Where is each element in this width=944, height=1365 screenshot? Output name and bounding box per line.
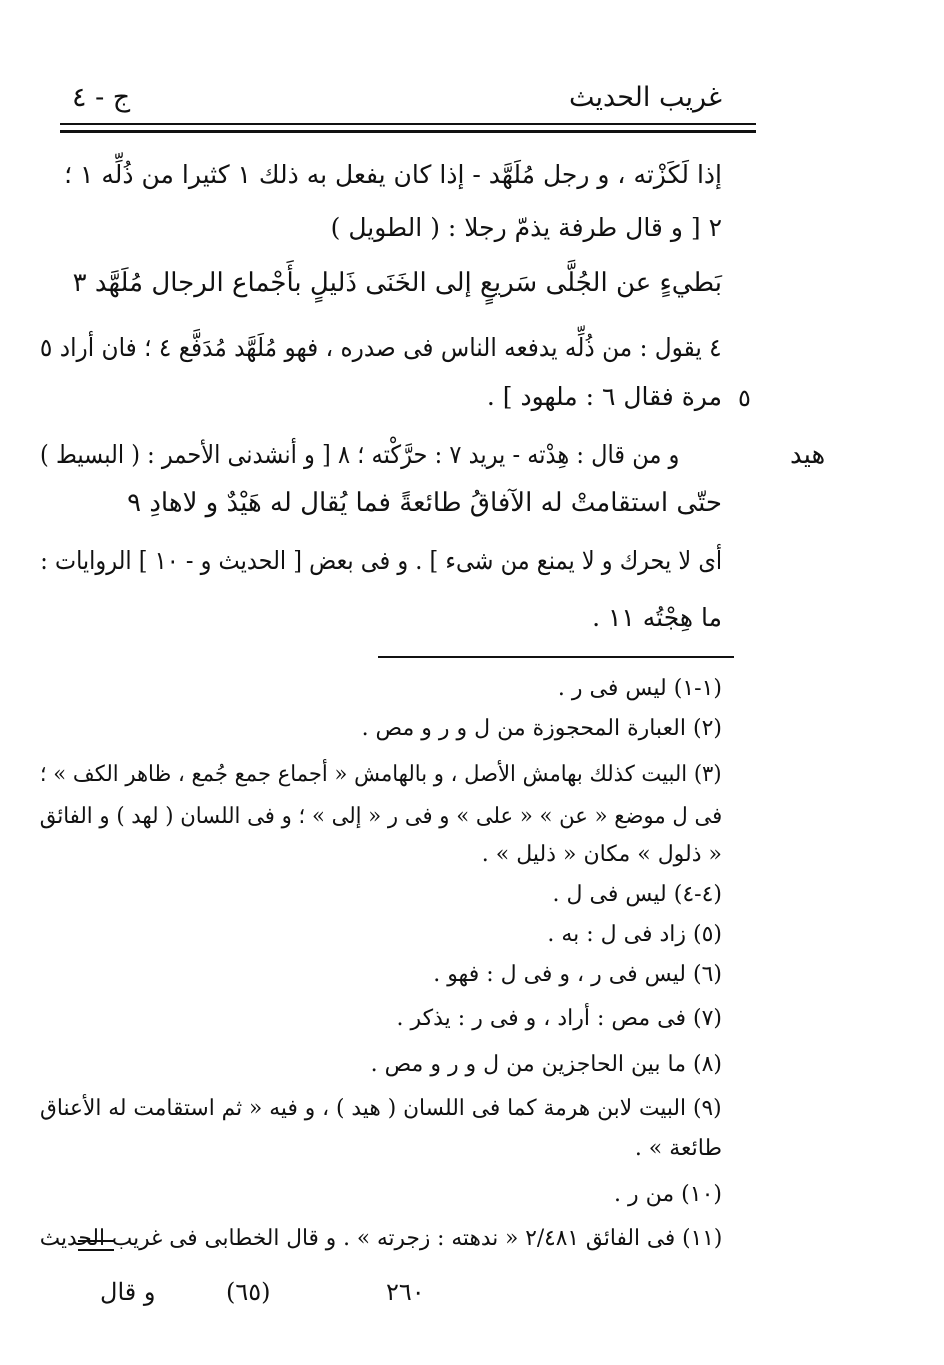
text-line-6: و من قال : هِدْته - يريد ٧ : حرَّكْته ؛ ٨ [ و أنشدنى الأحمر : ( البسيط ) [39, 440, 679, 469]
footnote-11: (١١) فى الفائق ٢/٤٨١ « ندهته : زجرته » . و قال الخطابى فى غريب الحديث [39, 1226, 722, 1251]
footnote-8: (٨) ما بين الحاجزين من ل و ر و مص . [370, 1052, 722, 1077]
footnote-1: (١-١) ليس فى ر . [557, 676, 722, 701]
footnote-5: (٥) زاد فى ل : به . [547, 922, 722, 947]
text-line-2: ٢ [ و قال طرفة يذمّ رجلا : ( الطويل ) [330, 213, 722, 242]
footnote-4: (٤-٤) ليس فى ل . [552, 882, 722, 907]
footnote-6: (٦) ليس فى ر ، و فى ل : فهو . [433, 962, 722, 987]
header-rule-thin [60, 123, 756, 125]
verse-line-2: حتّى استقامتْ له الآفاقُ طائعةً فما يُقال له هَيْدٌ و لاهادِ ٩ [127, 488, 722, 518]
footnote-9: (٩) البيت لابن هرمة كما فى اللسان ( هيد ) ، و فيه « ثم استقامت له الأعناق [40, 1096, 722, 1121]
volume-indicator: ج - ٤ [72, 82, 131, 113]
footnote-3-cont2: « ذلول » مكان « ذليل » . [481, 842, 722, 867]
footnote-9-cont: طائعة » . [634, 1136, 722, 1161]
running-title: غريب الحديث [569, 82, 722, 113]
sheet-number: (٦٥) [226, 1278, 271, 1306]
footnote-2: (٢) العبارة المحجوزة من ل و ر و مص . [361, 716, 722, 741]
page-number: ٢٦٠ [386, 1278, 425, 1306]
text-line-1: إذا لَكَزْته ، و رجل مُلَهَّد - إذا كان يفعل به ذلك ١ كثيرا من ذُلِّه ١ ؛ [64, 160, 722, 189]
header-rule-thick [60, 130, 756, 133]
text-line-5: مرة فقال ٦ : ملهود ] . [486, 382, 722, 411]
footnote-10: (١٠) من ر . [614, 1182, 722, 1207]
line-number-marker: ٥ [738, 384, 751, 412]
catchword: و قال [100, 1278, 156, 1306]
footnote-separator [378, 656, 734, 658]
text-line-9: ما هِجْتُه ١١ . [592, 603, 722, 632]
verse-line-1: بَطيءٍ عن الجُلَّى سَريعٍ إلى الخَنَى ذَليلٍ بأَجْماع الرجال مُلَهَّد ٣ [72, 268, 722, 298]
margin-keyword: هيد [790, 440, 826, 470]
footnote-7: (٧) فى مص : أراد ، و فى ر : يذكر . [396, 1006, 722, 1031]
continuation-mark [78, 1240, 114, 1251]
text-line-8: أى لا يحرك و لا يمنع من شىء ] . و فى بعض [ الحديث و - ١٠ ] الروايات : [40, 546, 723, 575]
text-line-4: ٤ يقول : من ذُلِّه يدفعه الناس فى صدره ، فهو مُلَهَّد مُدَفَّع ٤ ؛ فان أراد ٥ [40, 333, 722, 362]
footnote-3: (٣) البيت كذلك بهامش الأصل ، و بالهامش « أجماع جمع جُمع ، ظاهر الكف » ؛ [40, 762, 722, 787]
footnote-3-cont: فى ل موضع « عن » « على » و فى ر « إلى » ؛ و فى اللسان ( لهد ) و الفائق [39, 804, 722, 829]
